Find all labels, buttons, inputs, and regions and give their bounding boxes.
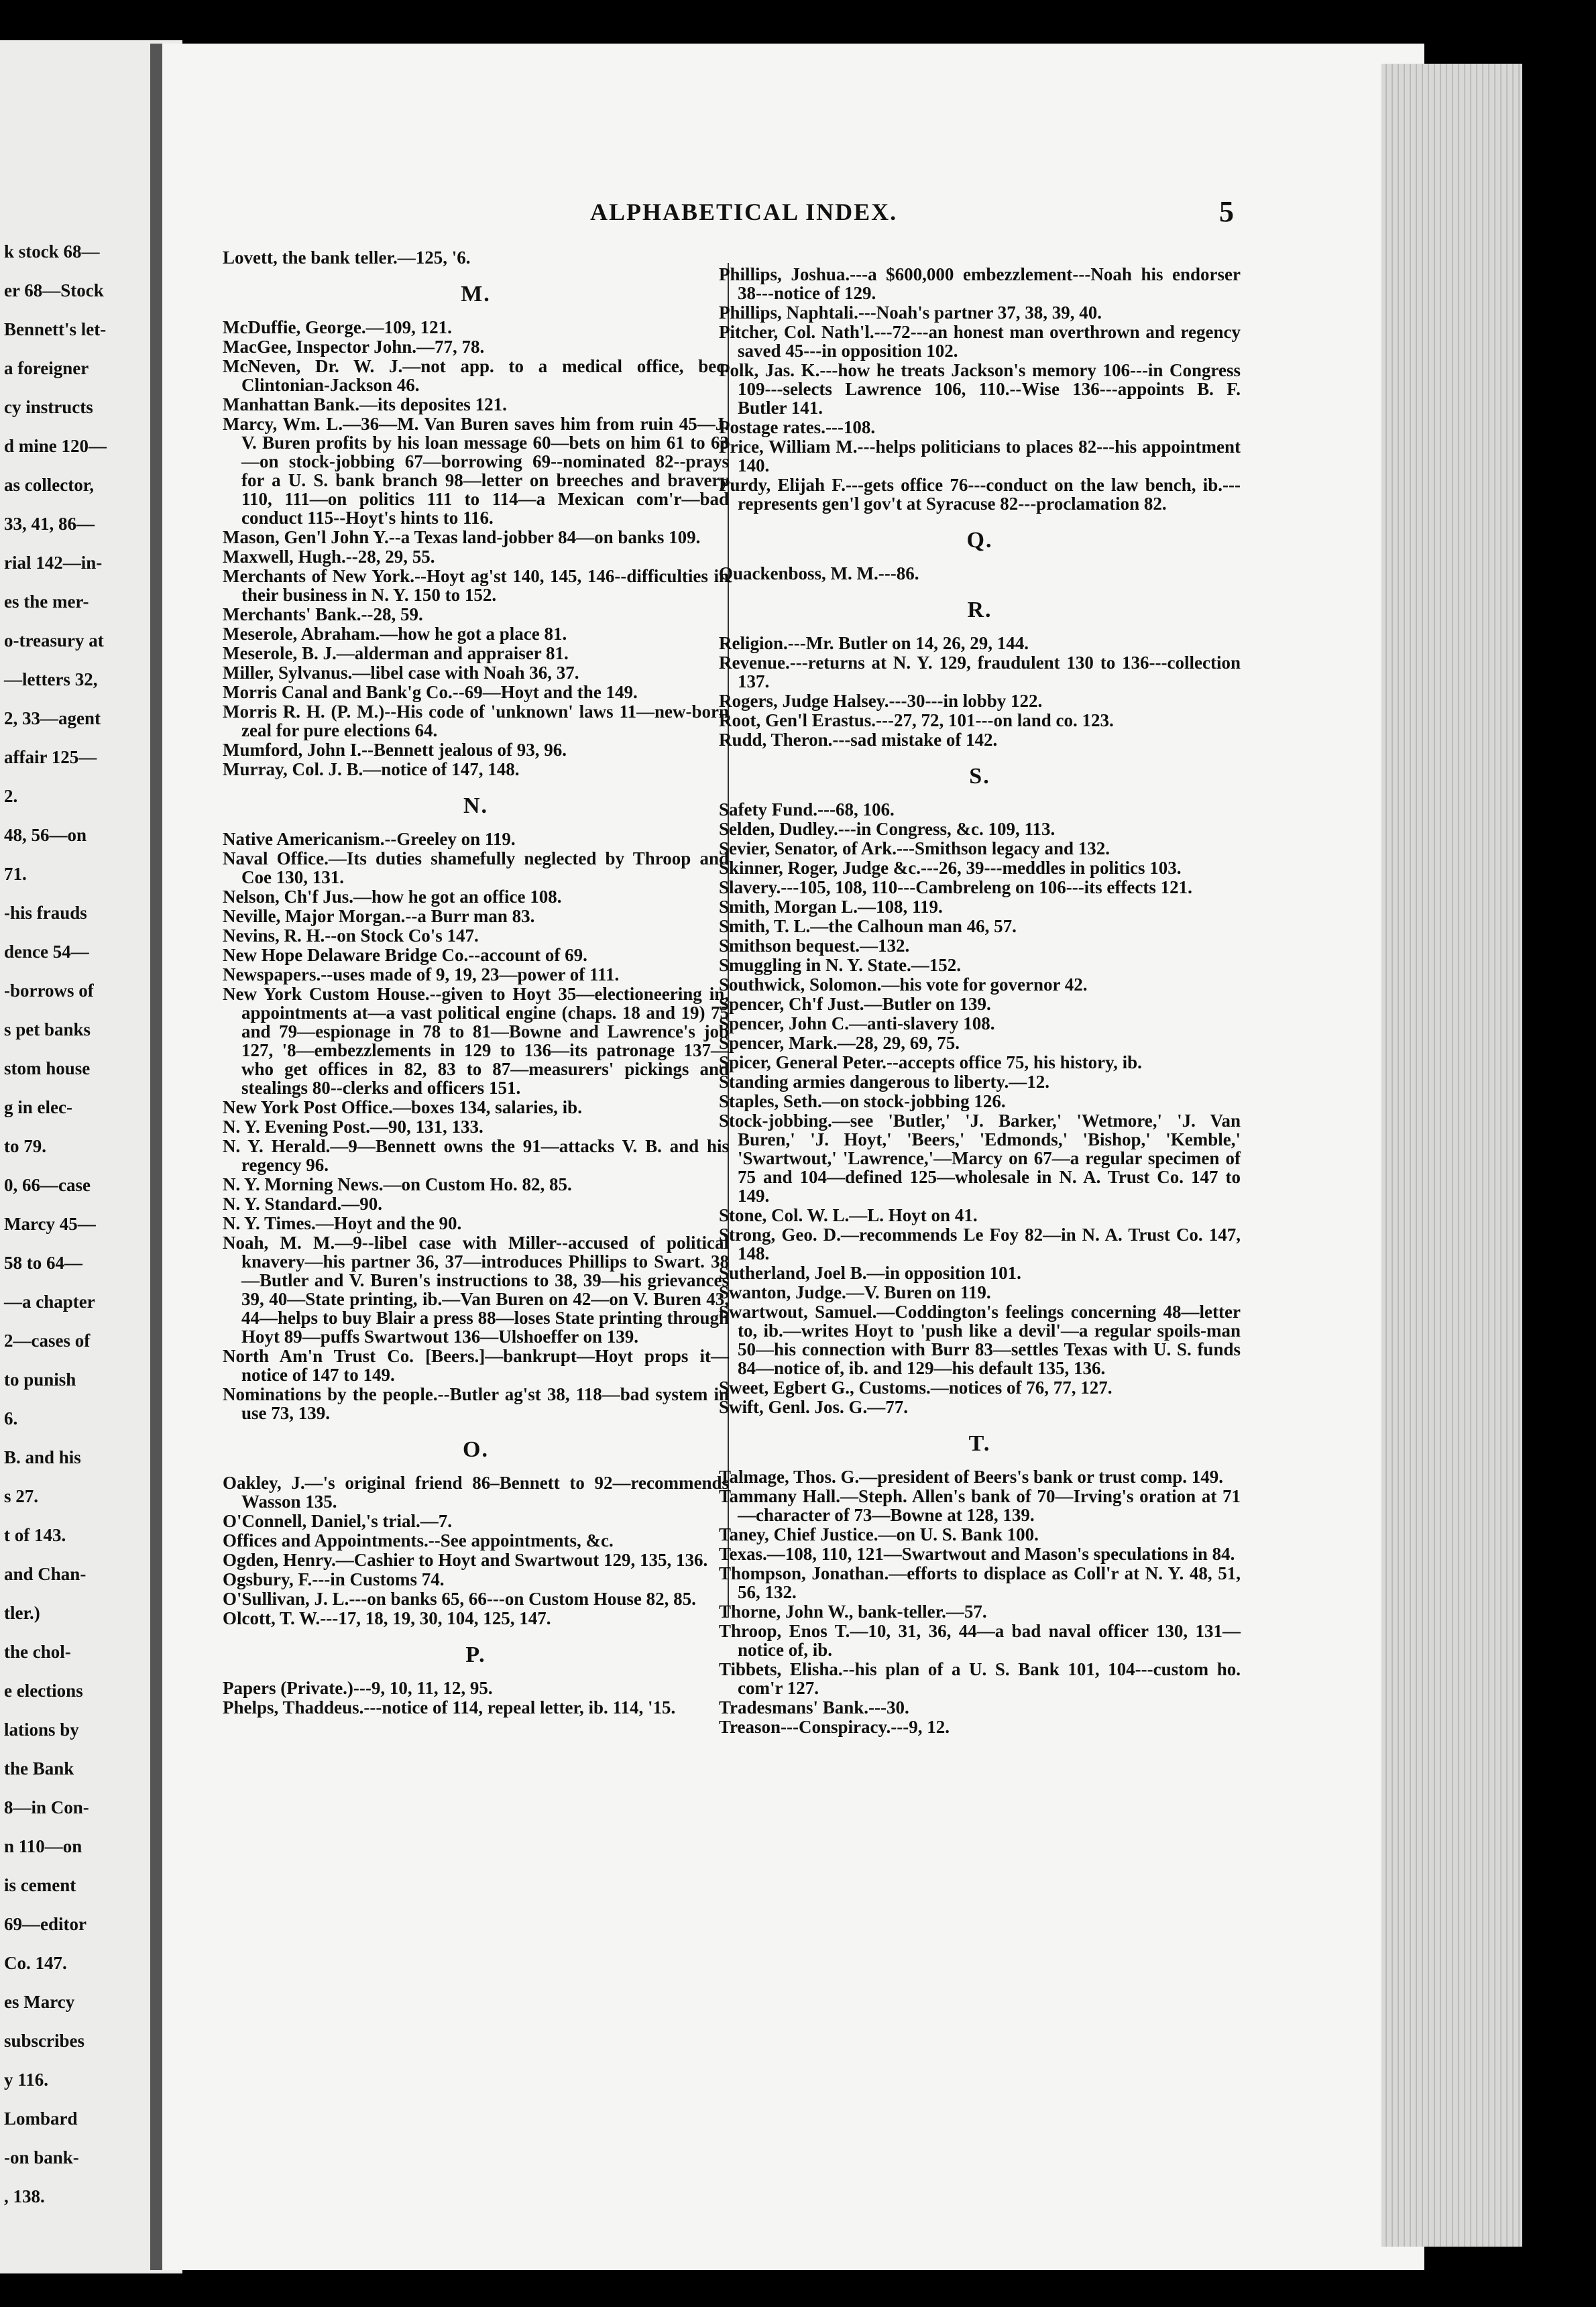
facing-page-fragment: to 79. — [4, 1136, 46, 1156]
index-entry: Mumford, John I.--Bennett jealous of 93, 96. — [223, 740, 567, 760]
index-entry: Papers (Private.)---9, 10, 11, 12, 95. — [223, 1678, 493, 1698]
index-entry: Sevier, Senator, of Ark.---Smithson legacy and 132. — [719, 838, 1110, 858]
facing-page-fragment: n 110—on — [4, 1836, 82, 1856]
index-entry: Talmage, Thos. G.—president of Beers's bank or trust comp. 149. — [719, 1467, 1224, 1487]
index-entry: Meserole, Abraham.—how he got a place 81. — [223, 624, 567, 644]
facing-page-fragment: as collector, — [4, 475, 94, 495]
index-entry: O'Sullivan, J. L.---on banks 65, 66---on Custom House 82, 85. — [223, 1589, 696, 1609]
facing-page-fragment: d mine 120— — [4, 436, 107, 456]
facing-page-fragment: 6. — [4, 1408, 18, 1428]
page-shadow — [150, 44, 162, 2270]
index-entry: Smith, T. L.—the Calhoun man 46, 57. — [719, 916, 1017, 936]
index-entry: Sweet, Egbert G., Customs.—notices of 76, 77, 127. — [719, 1377, 1113, 1398]
facing-page-fragment: the Bank — [4, 1758, 74, 1779]
index-entry: Safety Fund.---68, 106. — [719, 799, 895, 820]
index-entry: Tibbets, Elisha.--his plan of a U. S. Bank 101, 104---custom ho. com'r 127. — [719, 1659, 1241, 1698]
running-header: ALPHABETICAL INDEX. — [590, 199, 898, 225]
index-entry: Swartwout, Samuel.—Coddington's feelings concerning 48—letter to, ib.—writes Hoyt to 'push like a devil'—a regular spoils-man 50—his connection with Burr 83—settles Texas with U. S. funds 84—notice of, ib. and 129—his default 135, 136. — [719, 1302, 1241, 1378]
facing-page-fragment: 2. — [4, 786, 18, 806]
index-entry: N. Y. Times.—Hoyt and the 90. — [223, 1213, 462, 1233]
index-entry: Postage rates.---108. — [719, 417, 876, 437]
section-letter: P. — [465, 1642, 486, 1667]
index-entry: Nominations by the people.--Butler ag'st 38, 118—bad system in use 73, 139. — [223, 1384, 729, 1423]
index-entry: Murray, Col. J. B.—notice of 147, 148. — [223, 759, 520, 779]
facing-page-fragment: s 27. — [4, 1486, 39, 1506]
facing-page-fragment: is cement — [4, 1875, 76, 1895]
index-entry: Phillips, Naphtali.---Noah's partner 37, 38, 39, 40. — [719, 302, 1102, 323]
index-entry: Rogers, Judge Halsey.---30---in lobby 122. — [719, 691, 1043, 711]
index-entry: Spencer, Ch'f Just.—Butler on 139. — [719, 994, 991, 1014]
facing-page-fragment: 58 to 64— — [4, 1253, 82, 1273]
facing-page-fragment: affair 125— — [4, 747, 97, 767]
index-entry: Spencer, John C.—anti-slavery 108. — [719, 1013, 995, 1033]
index-entry: Noah, M. M.—9--libel case with Miller--accused of political knavery—his partner 36, 37—introduces Phillips to Swart. 38—Butler and V. Buren's instructions to 38, 39—his grievances 39, 40—State printing, ib.—Van Buren on 42—on V. Buren 43, 44—helps to buy Blair a press 88—loses State printing through Hoyt 89—puffs Swartwout 136—Ulshoeffer on 139. — [223, 1233, 729, 1347]
facing-page-fragment: —a chapter — [4, 1292, 95, 1312]
index-entry: Marcy, Wm. L.—36—M. Van Buren saves him from ruin 45—J. V. Buren profits by his loan message 60—bets on him 61 to 63—on stock-jobbing 67—borrowing 69--nominated 82--prays for a U. S. bank branch 98—letter on breeches and bravery 110, 111—on politics 111 to 114—a Mexican com'r—bad conduct 115--Hoyt's hints to 116. — [223, 414, 729, 528]
index-entry: Strong, Geo. D.—recommends Le Foy 82—in N. A. Trust Co. 147, 148. — [719, 1225, 1241, 1263]
index-entry: Phelps, Thaddeus.---notice of 114, repeal letter, ib. 114, '15. — [223, 1697, 676, 1718]
index-entry: Polk, Jas. K.---how he treats Jackson's memory 106---in Congress 109---selects Lawrence 106, 110.--Wise 136---appoints B. F. Butler 141. — [719, 360, 1241, 418]
index-entry: Merchants' Bank.--28, 59. — [223, 604, 423, 624]
index-entry: N. Y. Herald.—9—Bennett owns the 91—attacks V. B. and his regency 96. — [223, 1136, 729, 1175]
index-entry: Newspapers.--uses made of 9, 19, 23—power of 111. — [223, 964, 620, 984]
index-entry: N. Y. Evening Post.—90, 131, 133. — [223, 1117, 483, 1137]
index-entry: New York Post Office.—boxes 134, salaries, ib. — [223, 1097, 582, 1117]
index-entry: Maxwell, Hugh.--28, 29, 55. — [223, 547, 435, 567]
facing-page-fragment: 8—in Con- — [4, 1797, 89, 1817]
index-entry: Throop, Enos T.—10, 31, 36, 44—a bad naval officer 130, 131—notice of, ib. — [719, 1621, 1241, 1660]
facing-page-fragment: -on bank- — [4, 2147, 79, 2168]
facing-page-fragment: Lombard — [4, 2108, 78, 2129]
index-entry: Swanton, Judge.—V. Buren on 119. — [719, 1282, 991, 1302]
facing-page-fragment: y 116. — [4, 2070, 49, 2090]
facing-page-fragment: g in elec- — [4, 1097, 72, 1117]
index-entry: Taney, Chief Justice.—on U. S. Bank 100. — [719, 1524, 1039, 1544]
facing-page-fragment: t of 143. — [4, 1525, 66, 1545]
section-letter: M. — [461, 282, 491, 306]
index-entry: Thorne, John W., bank-teller.—57. — [719, 1601, 987, 1622]
index-entry: Spicer, General Peter.--accepts office 75, his history, ib. — [719, 1052, 1142, 1072]
facing-page-fragment: 69—editor — [4, 1914, 87, 1934]
index-entry: McNeven, Dr. W. J.—not app. to a medical office, bec. Clintonian-Jackson 46. — [223, 356, 729, 395]
index-entry: Lovett, the bank teller.—125, '6. — [223, 247, 471, 268]
index-entry: Revenue.---returns at N. Y. 129, fraudulent 130 to 136---collection 137. — [719, 653, 1241, 691]
index-entry: Ogsbury, F.---in Customs 74. — [223, 1569, 445, 1589]
facing-page-fragment: stom house — [4, 1058, 91, 1078]
index-entry: N. Y. Standard.—90. — [223, 1194, 383, 1214]
facing-page-fragment: rial 142—in- — [4, 553, 103, 573]
index-column-right — [719, 265, 1241, 1737]
index-entry: Neville, Major Morgan.--a Burr man 83. — [223, 906, 535, 926]
facing-page-fragment: Marcy 45— — [4, 1214, 96, 1234]
index-entry: Stone, Col. W. L.—L. Hoyt on 41. — [719, 1205, 978, 1225]
facing-page-fragment: 33, 41, 86— — [4, 514, 95, 534]
section-letter: R. — [967, 598, 992, 622]
facing-page-fragment: B. and his — [4, 1447, 81, 1467]
index-entry: Root, Gen'l Erastus.---27, 72, 101---on land co. 123. — [719, 710, 1114, 730]
index-entry: Phillips, Joshua.---a $600,000 embezzlement---Noah his endorser 38---notice of 129. — [719, 264, 1241, 303]
index-entry: Meserole, B. J.—alderman and appraiser 81. — [223, 643, 569, 663]
index-entry: Offices and Appointments.--See appointments, &c. — [223, 1530, 614, 1551]
index-entry: Naval Office.—Its duties shamefully neglected by Throop and Coe 130, 131. — [223, 848, 729, 887]
facing-page-fragment: k stock 68— — [4, 241, 100, 262]
section-letter: N. — [463, 793, 489, 818]
index-entry: Morris Canal and Bank'g Co.--69—Hoyt and the 149. — [223, 682, 638, 702]
facing-page-fragment: a foreigner — [4, 358, 89, 378]
facing-page-fragment: es Marcy — [4, 1992, 75, 2012]
index-entry: Standing armies dangerous to liberty.—12. — [719, 1072, 1050, 1092]
facing-page-fragment: Bennett's let- — [4, 319, 107, 339]
index-entry: Quackenboss, M. M.---86. — [719, 563, 919, 583]
facing-page-fragment: 48, 56—on — [4, 825, 87, 845]
section-letter: Q. — [966, 528, 993, 553]
facing-page-fragment: er 68—Stock — [4, 280, 104, 300]
index-entry: Ogden, Henry.—Cashier to Hoyt and Swartwout 129, 135, 136. — [223, 1550, 708, 1570]
facing-page-fragment: —letters 32, — [4, 669, 98, 689]
facing-page-fragment: o-treasury at — [4, 630, 104, 651]
index-entry: New York Custom House.--given to Hoyt 35—electioneering in, appointments at—a vast political engine (chaps. 18 and 19) 75 and 79—espionage in 78 to 81—Bowne and Lawrence's job 127, '8—embezzlements in 129 to 136—its patronage 137—who get offices in 82, 83 to 87—measurers' pickings and stealings 80--clerks and officers 151. — [223, 984, 729, 1098]
index-entry: Religion.---Mr. Butler on 14, 26, 29, 144. — [719, 633, 1029, 653]
facing-page-fragment: e elections — [4, 1681, 83, 1701]
index-entry: Selden, Dudley.---in Congress, &c. 109, 113. — [719, 819, 1056, 839]
index-entry: Mason, Gen'l John Y.--a Texas land-jobber 84—on banks 109. — [223, 527, 701, 547]
facing-page-fragment: subscribes — [4, 2031, 85, 2051]
index-column-left — [223, 248, 729, 1718]
facing-page-fragment: , 138. — [4, 2186, 45, 2206]
facing-page-fragment: lations by — [4, 1720, 79, 1740]
index-entry: North Am'n Trust Co. [Beers.]—bankrupt—Hoyt props it—notice of 147 to 149. — [223, 1346, 729, 1385]
index-entry: Oakley, J.—'s original friend 86–Bennett to 92—recommends Wasson 135. — [223, 1473, 729, 1512]
index-entry: MacGee, Inspector John.—77, 78. — [223, 337, 485, 357]
index-entry: Swift, Genl. Jos. G.—77. — [719, 1397, 909, 1417]
facing-page-fragment: Co. 147. — [4, 1953, 67, 1973]
facing-page-fragment: to punish — [4, 1369, 76, 1390]
page-edges — [1381, 64, 1522, 2247]
facing-page-fragment: 2—cases of — [4, 1331, 91, 1351]
index-entry: Pitcher, Col. Nath'l.---72---an honest man overthrown and regency saved 45---in opposition 102. — [719, 322, 1241, 361]
section-letter: O. — [463, 1437, 489, 1462]
index-entry: Spencer, Mark.—28, 29, 69, 75. — [719, 1033, 960, 1053]
facing-page-fragment: dence 54— — [4, 942, 89, 962]
page-number: 5 — [1219, 195, 1234, 228]
facing-page-fragment: tler.) — [4, 1603, 40, 1623]
index-entry: Native Americanism.--Greeley on 119. — [223, 829, 516, 849]
index-entry: N. Y. Morning News.—on Custom Ho. 82, 85. — [223, 1174, 572, 1194]
index-entry: Texas.—108, 110, 121—Swartwout and Mason's speculations in 84. — [719, 1544, 1235, 1564]
facing-page-fragment: 0, 66—case — [4, 1175, 91, 1195]
index-entry: Tradesmans' Bank.---30. — [719, 1697, 909, 1718]
index-entry: Staples, Seth.—on stock-jobbing 126. — [719, 1091, 1006, 1111]
index-entry: Smith, Morgan L.—108, 119. — [719, 897, 943, 917]
facing-page-fragment: and Chan- — [4, 1564, 87, 1584]
index-entry: O'Connell, Daniel,'s trial.—7. — [223, 1511, 453, 1531]
facing-page-fragment: 71. — [4, 864, 27, 884]
index-entry: Smithson bequest.—132. — [719, 936, 910, 956]
facing-page-fragment: es the mer- — [4, 592, 89, 612]
index-entry: Morris R. H. (P. M.)--His code of 'unknown' laws 11—new-born zeal for pure elections 64. — [223, 701, 729, 740]
index-entry: Nelson, Ch'f Jus.—how he got an office 108. — [223, 887, 562, 907]
index-entry: Merchants of New York.--Hoyt ag'st 140, 145, 146--difficulties in their business in N. Y. 150 to 152. — [223, 566, 729, 605]
section-letter: T. — [968, 1431, 991, 1456]
facing-page-fragment: cy instructs — [4, 397, 93, 417]
section-letter: S. — [969, 764, 990, 789]
index-entry: Skinner, Roger, Judge &c.---26, 39---meddles in politics 103. — [719, 858, 1182, 878]
index-entry: Manhattan Bank.—its deposites 121. — [223, 394, 507, 414]
index-entry: Olcott, T. W.---17, 18, 19, 30, 104, 125, 147. — [223, 1608, 551, 1628]
index-entry: Nevins, R. H.--on Stock Co's 147. — [223, 925, 479, 946]
index-entry: Smuggling in N. Y. State.—152. — [719, 955, 962, 975]
index-entry: Thompson, Jonathan.—efforts to displace as Coll'r at N. Y. 48, 51, 56, 132. — [719, 1563, 1241, 1602]
index-entry: Slavery.---105, 108, 110---Cambreleng on 106---its effects 121. — [719, 877, 1192, 897]
facing-page-fragment: -his frauds — [4, 903, 87, 923]
facing-page-fragment: -borrows of — [4, 980, 94, 1001]
index-entry: Stock-jobbing.—see 'Butler,' 'J. Barker,' 'Wetmore,' 'J. Van Buren,' 'J. Hoyt,' 'Beers,' 'Edmonds,' 'Bishop,' 'Kemble,' 'Swartwout,' 'Lawrence,'—Marcy on 67—a regular specimen of 75 and 104—defined 125—wholesale in N. A. Trust Co. 147 to 149. — [719, 1111, 1241, 1206]
facing-page-fragment: s pet banks — [4, 1019, 91, 1039]
index-entry: New Hope Delaware Bridge Co.--account of 69. — [223, 945, 587, 965]
facing-page-fragment: 2, 33—agent — [4, 708, 101, 728]
index-entry: Price, William M.---helps politicians to places 82---his appointment 140. — [719, 437, 1241, 475]
index-entry: Purdy, Elijah F.---gets office 76---conduct on the law bench, ib.---represents gen'l gov't at Syracuse 82---proclamation 82. — [719, 475, 1241, 514]
index-entry: Southwick, Solomon.—his vote for governor 42. — [719, 974, 1088, 995]
index-entry: Sutherland, Joel B.—in opposition 101. — [719, 1263, 1021, 1283]
index-entry: Rudd, Theron.---sad mistake of 142. — [719, 730, 998, 750]
index-entry: McDuffie, George.—109, 121. — [223, 317, 452, 337]
index-entry: Treason---Conspiracy.---9, 12. — [719, 1717, 950, 1737]
facing-page-fragment: the chol- — [4, 1642, 71, 1662]
index-entry: Miller, Sylvanus.—libel case with Noah 36, 37. — [223, 663, 579, 683]
index-entry: Tammany Hall.—Steph. Allen's bank of 70—Irving's oration at 71—character of 73—Bowne at 128, 139. — [719, 1486, 1241, 1525]
